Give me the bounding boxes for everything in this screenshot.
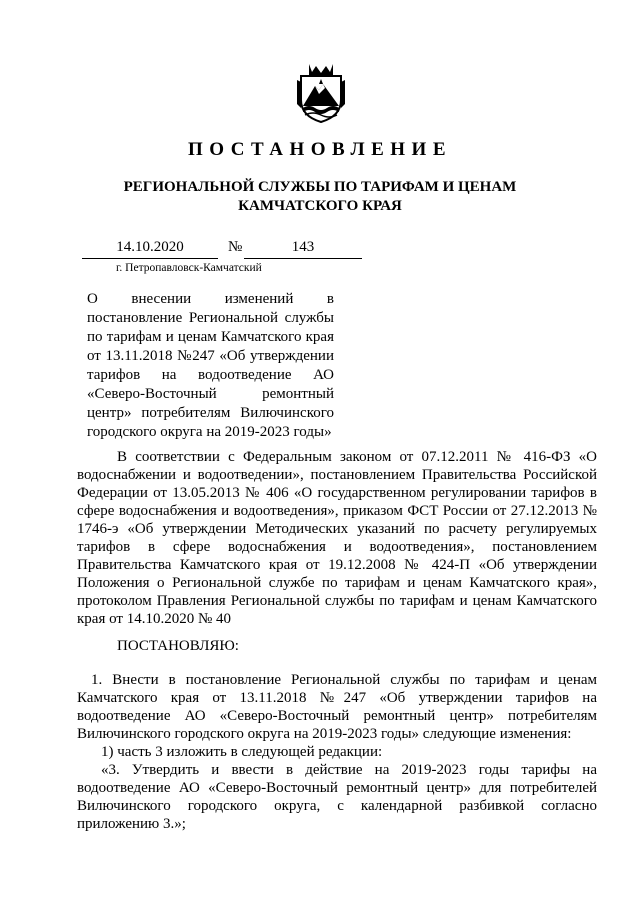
date-underline xyxy=(82,258,218,259)
document-number: 143 xyxy=(291,239,315,255)
number-underline xyxy=(244,258,362,259)
item-1-subitem-1-text: «3. Утвердить и ввести в действие на 2019-2023 годы тарифы на водоотведение АО «Северо-Восточный ремонтный центр» для потребителей Вилючинского городского округа, с календарной разбивкой согласно приложению 3.»; xyxy=(77,762,597,832)
number-label: № xyxy=(228,239,243,255)
item-1-subitem-1: 1) часть 3 изложить в следующей редакции: xyxy=(101,744,383,760)
document-subject: О внесении изменений в постановление Региональной службы по тарифам и ценам Камчатского края от 13.11.2018 №247 «Об утверждении тарифов на водоотведение АО «Северо-Восточный ремонтный центр» потребителям Вилючинского городского округа на 2019-2023 годы» xyxy=(87,291,334,440)
preamble-section xyxy=(77,448,597,628)
document-date: 14.10.2020 xyxy=(116,239,184,255)
org-line-2: КАМЧАТСКОГО КРАЯ xyxy=(238,198,402,214)
issuing-organization xyxy=(0,178,640,216)
preamble-paragraph: В соответствии с Федеральным законом от 07.12.2011 № 416-ФЗ «О водоснабжении и водоотведении», постановлением Правительства Российской Федерации от 13.05.2013 № 406 «О государственном регулировании тарифов в сфере водоснабжения и водоотведения», приказом ФСТ России от 27.12.2013 № 1746-э «Об утверждении Методических указаний по расчету регулируемых тарифов в сфере водоснабжения и водоотведения», постановлением Правительства Камчатского края от 19.12.2008 № 424-П «Об утверждении Положения о Региональной службе по тарифам и ценам Камчатского края», протоколом Правления Региональной службы по тарифам и ценам Камчатского края от 14.10.2020 № 40 xyxy=(77,449,597,627)
item-1: 1. Внести в постановление Региональной службы по тарифам и ценам Камчатского края от 13.11.2018 №247 «Об утверждении тарифов на водоотведение АО «Северо-Восточный ремонтный центр» потребителям Вилючинского городского округа на 2019-2023 годы» следующие изменения: xyxy=(77,672,597,742)
coat-of-arms-icon xyxy=(295,60,347,124)
document-city: г. Петропавловск-Камчатский xyxy=(116,262,262,274)
resolve-heading: ПОСТАНОВЛЯЮ: xyxy=(117,638,239,654)
org-line-1: РЕГИОНАЛЬНОЙ СЛУЖБЫ ПО ТАРИФАМ И ЦЕНАМ xyxy=(123,179,517,195)
document-title: ПОСТАНОВЛЕНИЕ xyxy=(187,139,453,160)
resolution-items xyxy=(77,671,597,833)
